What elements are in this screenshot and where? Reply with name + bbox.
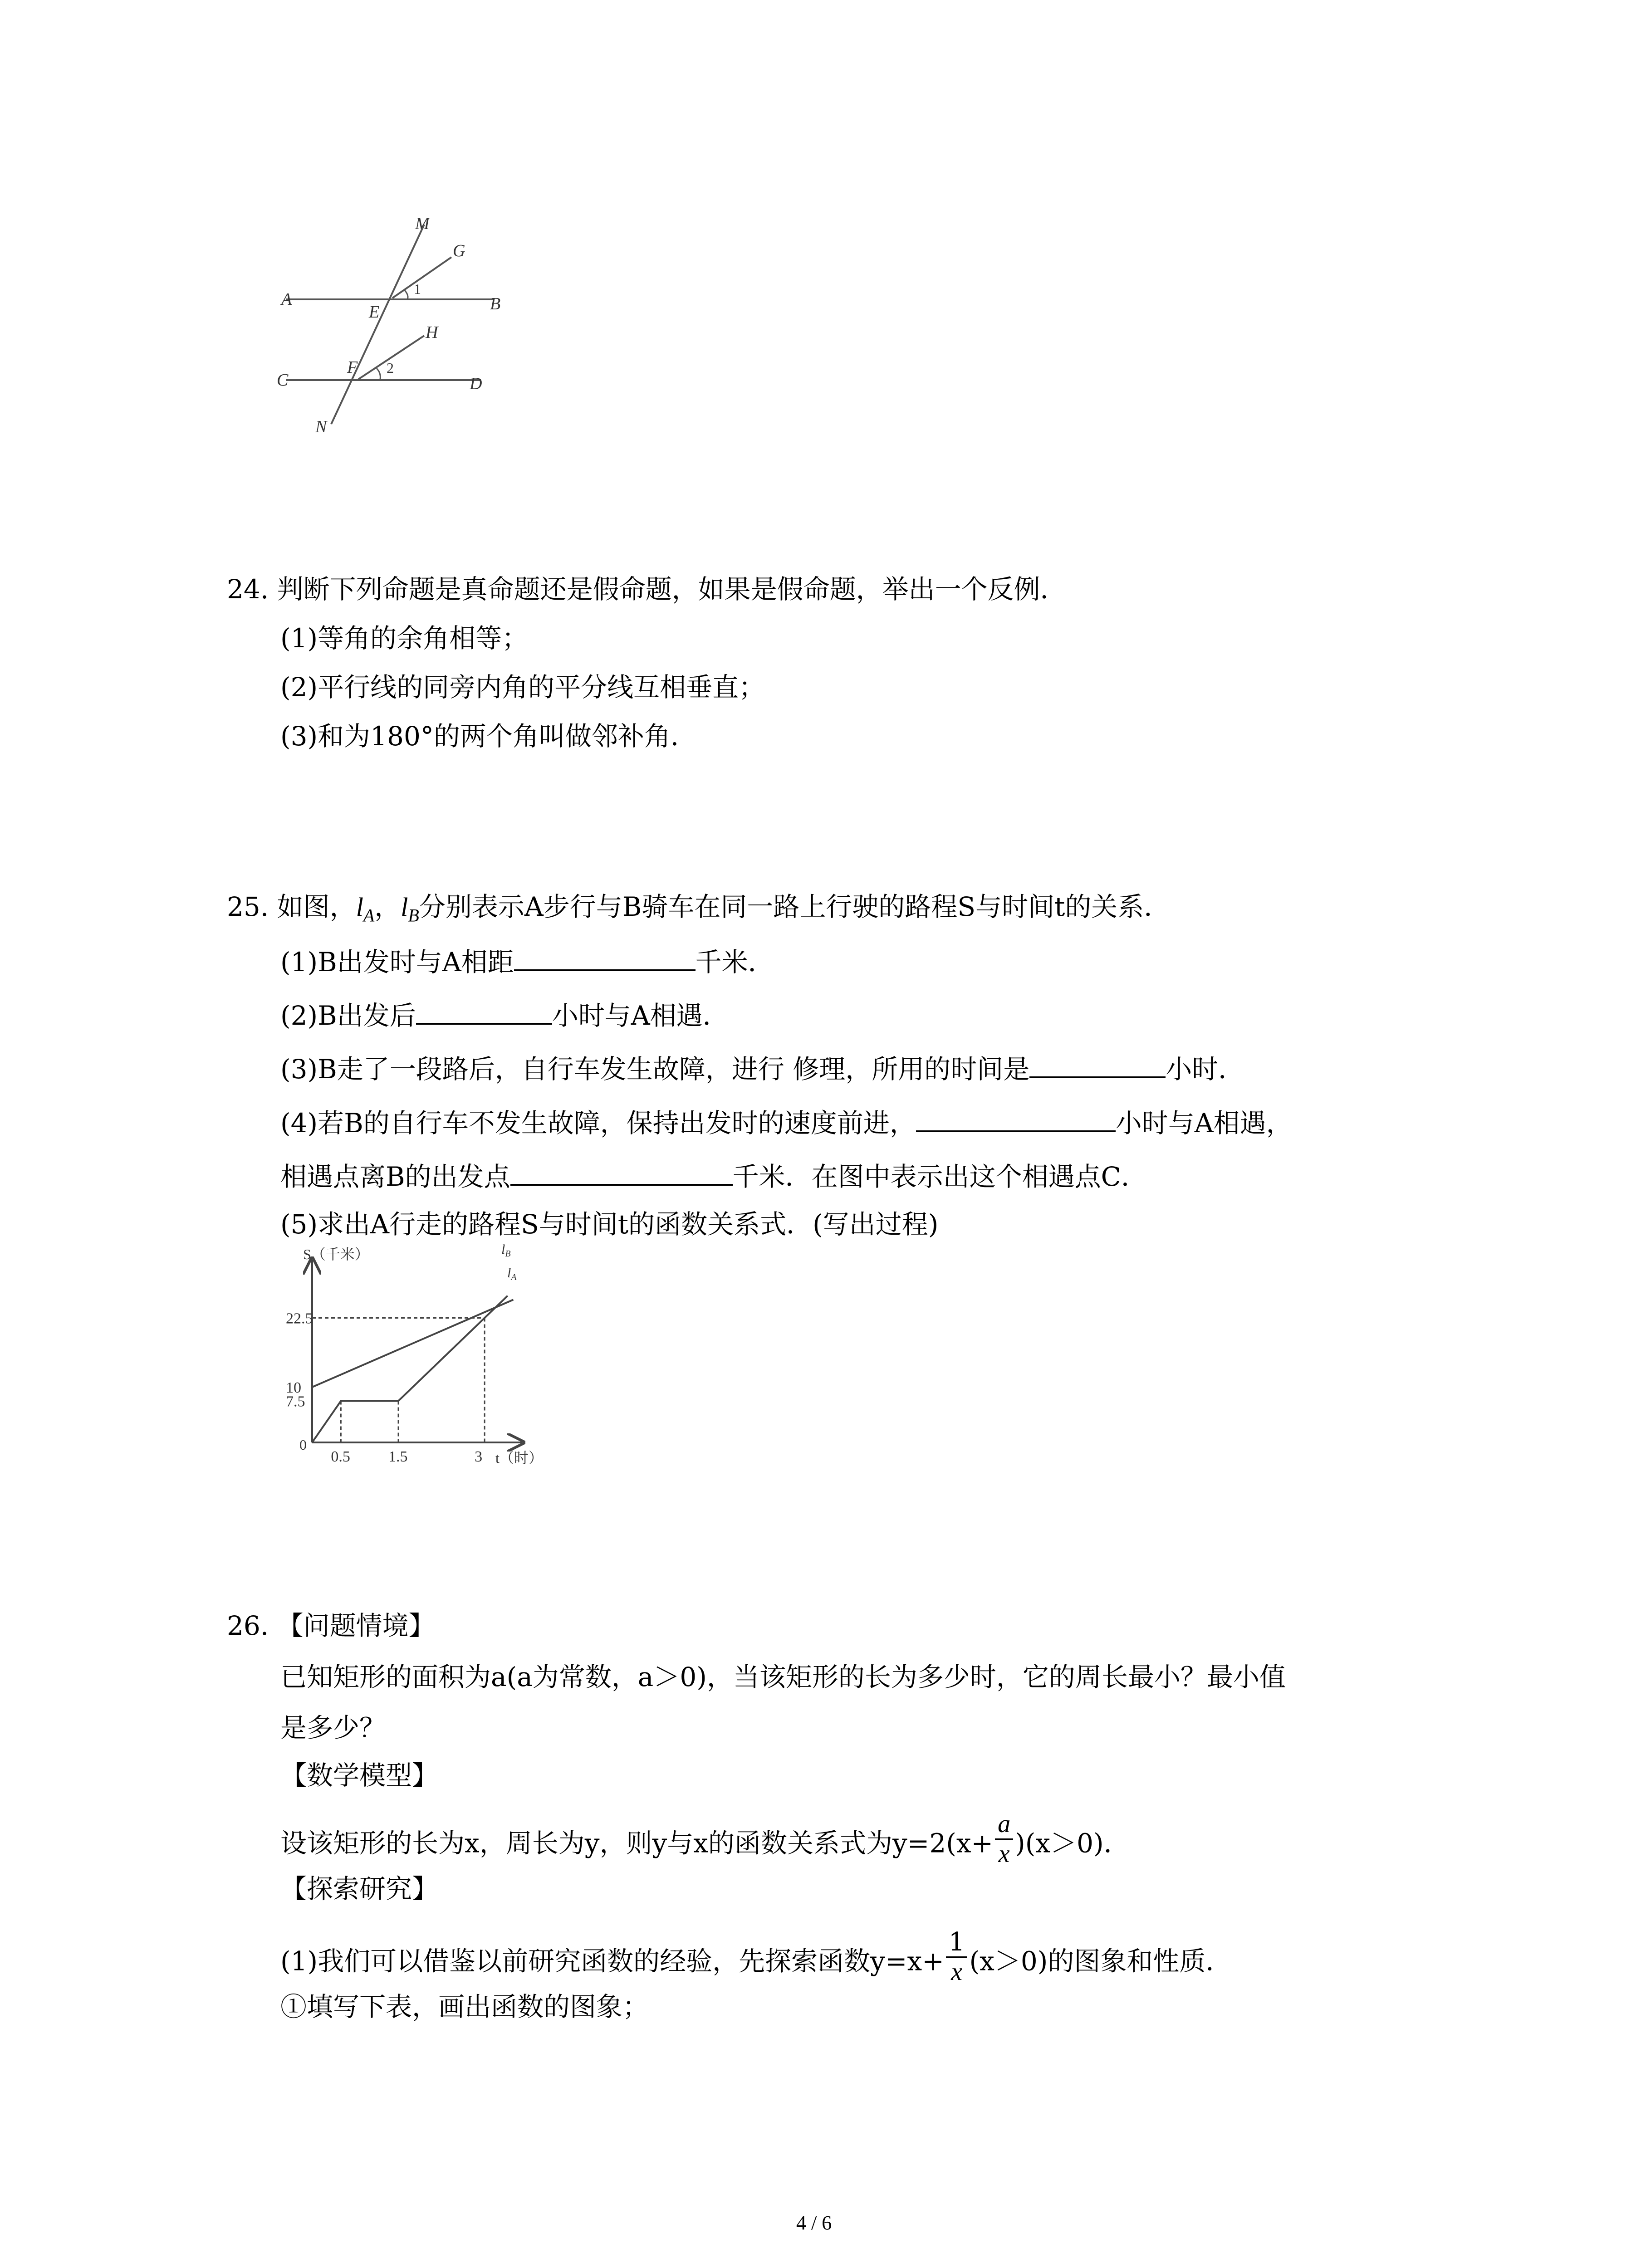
- label-H: H: [426, 323, 438, 342]
- x-axis-label: t（时）: [495, 1450, 543, 1466]
- label-B: B: [490, 294, 501, 313]
- fraction-a-over-x: $\frac{a}{x}$: [995, 1810, 1013, 1868]
- legend-lA: $l_A$: [507, 1266, 517, 1282]
- answer-blank-5[interactable]: [510, 1160, 733, 1186]
- q24-part1: (1)等角的余角相等；: [280, 623, 529, 654]
- label-M: M: [415, 214, 430, 233]
- q24-part2: (2)平行线的同旁内角的平分线互相垂直；: [280, 672, 765, 703]
- q26-problem-line1: 已知矩形的面积为a(a为常数，a＞0)，当该矩形的长为多少时，它的周长最小？最小值: [280, 1662, 1286, 1692]
- q25-part2: (2)B出发后 小时与A相遇．: [280, 1000, 729, 1031]
- page-number: 4 / 6: [796, 2212, 832, 2234]
- y-tick-label: 10: [286, 1379, 301, 1396]
- label-G: G: [453, 241, 465, 260]
- x-tick-label: 1.5: [388, 1448, 408, 1465]
- label-A: A: [281, 290, 292, 309]
- legend-lB: $l_B$: [501, 1243, 511, 1259]
- parallel-lines-figure: [268, 209, 522, 445]
- answer-blank-3[interactable]: [1029, 1053, 1166, 1078]
- q26-explore-2: ①填写下表，画出函数的图象；: [280, 1991, 649, 2022]
- label-D: D: [470, 374, 482, 393]
- label-F: F: [347, 358, 358, 377]
- y-tick-label: 22.5: [286, 1310, 313, 1327]
- q26-model-title: 【数学模型】: [280, 1760, 439, 1791]
- label-N: N: [315, 417, 327, 436]
- answer-blank-1[interactable]: [514, 946, 696, 971]
- label-E: E: [369, 303, 380, 322]
- q25-part4-cont: 相遇点离B的出发点 千米．在图中表示出这个相遇点C．: [280, 1161, 1148, 1192]
- label-2: 2: [387, 360, 394, 376]
- fraction-1-over-x: $\frac{1}{x}$: [946, 1928, 968, 1986]
- x-tick-label: 3: [475, 1448, 483, 1465]
- y-axis-label: S（千米）: [303, 1246, 369, 1262]
- answer-blank-2[interactable]: [416, 999, 552, 1025]
- label-1: 1: [414, 281, 421, 297]
- distance-time-chart: [286, 1243, 576, 1488]
- answer-blank-4[interactable]: [916, 1107, 1116, 1132]
- q26-model-formula: 设该矩形的长为x，周长为y，则y与x的函数关系式为y=2(x+ $\frac{a}{x}$ )(x＞0)．: [280, 1810, 1130, 1868]
- q25-part4: (4)若B的自行车不发生故障，保持出发时的速度前进， 小时与A相遇，: [280, 1108, 1293, 1139]
- label-C: C: [277, 371, 289, 390]
- y-tick-label: 7.5: [286, 1393, 305, 1410]
- q25-part5: (5)求出A行走的路程S与时间t的函数关系式．(写出过程): [280, 1209, 939, 1240]
- q25-stem: 25. 如图，$l_A$，$l_B$分别表示A步行与B骑车在同一路上行驶的路程S与时间t的关系．: [227, 891, 1171, 926]
- x-tick-label: 0.5: [331, 1448, 350, 1465]
- q24-part3: (3)和为180°的两个角叫做邻补角．: [280, 721, 697, 752]
- origin-label: 0: [299, 1437, 307, 1453]
- q25-part3: (3)B走了一段路后，自行车发生故障，进行 修理，所用的时间是 小时．: [280, 1054, 1245, 1085]
- q26-explore-title: 【探索研究】: [280, 1873, 439, 1904]
- q26-problem-line2: 是多少？: [280, 1712, 386, 1743]
- q24-stem: 24. 判断下列命题是真命题还是假命题，如果是假命题，举出一个反例．: [227, 574, 1067, 605]
- series-line-lA: [312, 1300, 513, 1387]
- q26-heading: 26. 【问题情境】: [227, 1610, 435, 1641]
- q25-part1: (1)B出发时与A相距 千米．: [280, 947, 774, 978]
- q26-explore-1: (1)我们可以借鉴以前研究函数的经验，先探索函数y=x+ $\frac{1}{x}$ (x＞0)的图象和性质．: [280, 1927, 1232, 1986]
